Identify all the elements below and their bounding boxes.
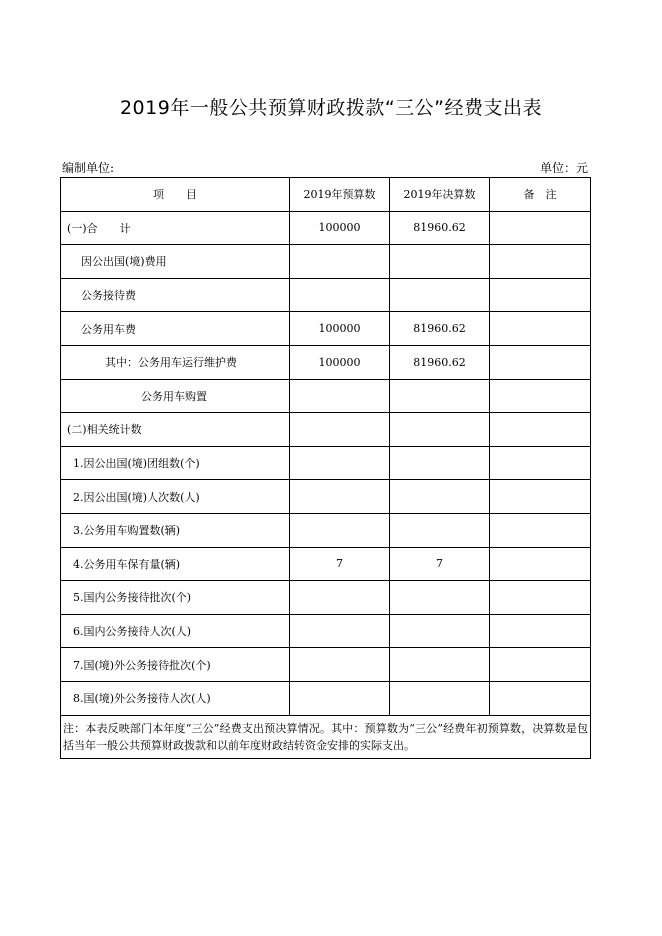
table-header-row [61, 178, 591, 212]
table-row [61, 312, 591, 346]
actual-value [390, 614, 490, 648]
remark-value [490, 245, 591, 279]
budget-value [290, 379, 390, 413]
unit-label: 单位：元 [539, 161, 588, 175]
table-row [61, 614, 591, 648]
actual-value [390, 446, 490, 480]
row-label: (二)相关统计数 [61, 413, 290, 447]
budget-value [290, 513, 390, 547]
table-row [61, 245, 591, 279]
actual-value: 7 [390, 547, 490, 581]
row-label: 5.国内公务接待批次(个) [61, 581, 290, 615]
remark-value [490, 379, 591, 413]
row-label: 1.因公出国(境)团组数(个) [61, 446, 290, 480]
row-label: 公务接待费 [61, 278, 290, 312]
actual-value: 81960.62 [390, 312, 490, 346]
remark-value [490, 513, 591, 547]
actual-value [390, 379, 490, 413]
row-label: 3.公务用车购置数(辆) [61, 513, 290, 547]
row-label: (一)合 计 [61, 211, 290, 245]
actual-value [390, 480, 490, 514]
budget-value [290, 614, 390, 648]
table-row [61, 513, 591, 547]
budget-value [290, 278, 390, 312]
budget-value: 100000 [290, 211, 390, 245]
remark-value [490, 547, 591, 581]
remark-value [490, 581, 591, 615]
remark-value [490, 614, 591, 648]
row-label: 公务用车购置 [61, 379, 290, 413]
remark-value [490, 681, 591, 715]
remark-value [490, 211, 591, 245]
row-label: 8.国(境)外公务接待人次(人) [61, 681, 290, 715]
actual-value [390, 581, 490, 615]
remark-value [490, 446, 591, 480]
table-row [61, 581, 591, 615]
table-note: 注：本表反映部门本年度“三公”经费支出预决算情况。其中：预算数为“三公”经费年初预算数，决算数是包括当年一般公共预算财政拨款和以前年度财政结转资金安排的实际支出。 [61, 715, 591, 758]
table-row [61, 345, 591, 379]
table-row [61, 278, 591, 312]
budget-value [290, 413, 390, 447]
table-row [61, 547, 591, 581]
remark-value [490, 278, 591, 312]
remark-value [490, 480, 591, 514]
remark-value [490, 312, 591, 346]
table-row [61, 446, 591, 480]
budget-value [290, 245, 390, 279]
actual-value [390, 278, 490, 312]
remark-value [490, 648, 591, 682]
actual-value: 81960.62 [390, 345, 490, 379]
actual-value [390, 648, 490, 682]
budget-value [290, 648, 390, 682]
row-label: 其中：公务用车运行维护费 [61, 345, 290, 379]
budget-value: 100000 [290, 345, 390, 379]
remark-value [490, 345, 591, 379]
actual-value [390, 513, 490, 547]
row-label: 7.国(境)外公务接待批次(个) [61, 648, 290, 682]
header-remark: 备 注 [490, 178, 591, 212]
table-row [61, 648, 591, 682]
row-label: 因公出国(境)费用 [61, 245, 290, 279]
actual-value: 81960.62 [390, 211, 490, 245]
header-actual: 2019年决算数 [390, 178, 490, 212]
row-label: 4.公务用车保有量(辆) [61, 547, 290, 581]
table-row [61, 413, 591, 447]
note-row [61, 715, 591, 758]
table-row [61, 211, 591, 245]
compiling-unit-label: 编制单位: [62, 161, 115, 175]
budget-value [290, 480, 390, 514]
row-label: 2.因公出国(境)人次数(人) [61, 480, 290, 514]
budget-value [290, 446, 390, 480]
header-budget: 2019年预算数 [290, 178, 390, 212]
row-label: 6.国内公务接待人次(人) [61, 614, 290, 648]
table-row [61, 379, 591, 413]
expense-table [60, 177, 591, 759]
table-row [61, 480, 591, 514]
header-item: 项 目 [61, 178, 290, 212]
remark-value [490, 413, 591, 447]
budget-value: 100000 [290, 312, 390, 346]
actual-value [390, 681, 490, 715]
page-title: 2019年一般公共预算财政拨款“三公”经费支出表 [119, 97, 543, 119]
actual-value [390, 245, 490, 279]
row-label: 公务用车费 [61, 312, 290, 346]
actual-value [390, 413, 490, 447]
budget-value: 7 [290, 547, 390, 581]
budget-value [290, 681, 390, 715]
budget-value [290, 581, 390, 615]
table-row [61, 681, 591, 715]
